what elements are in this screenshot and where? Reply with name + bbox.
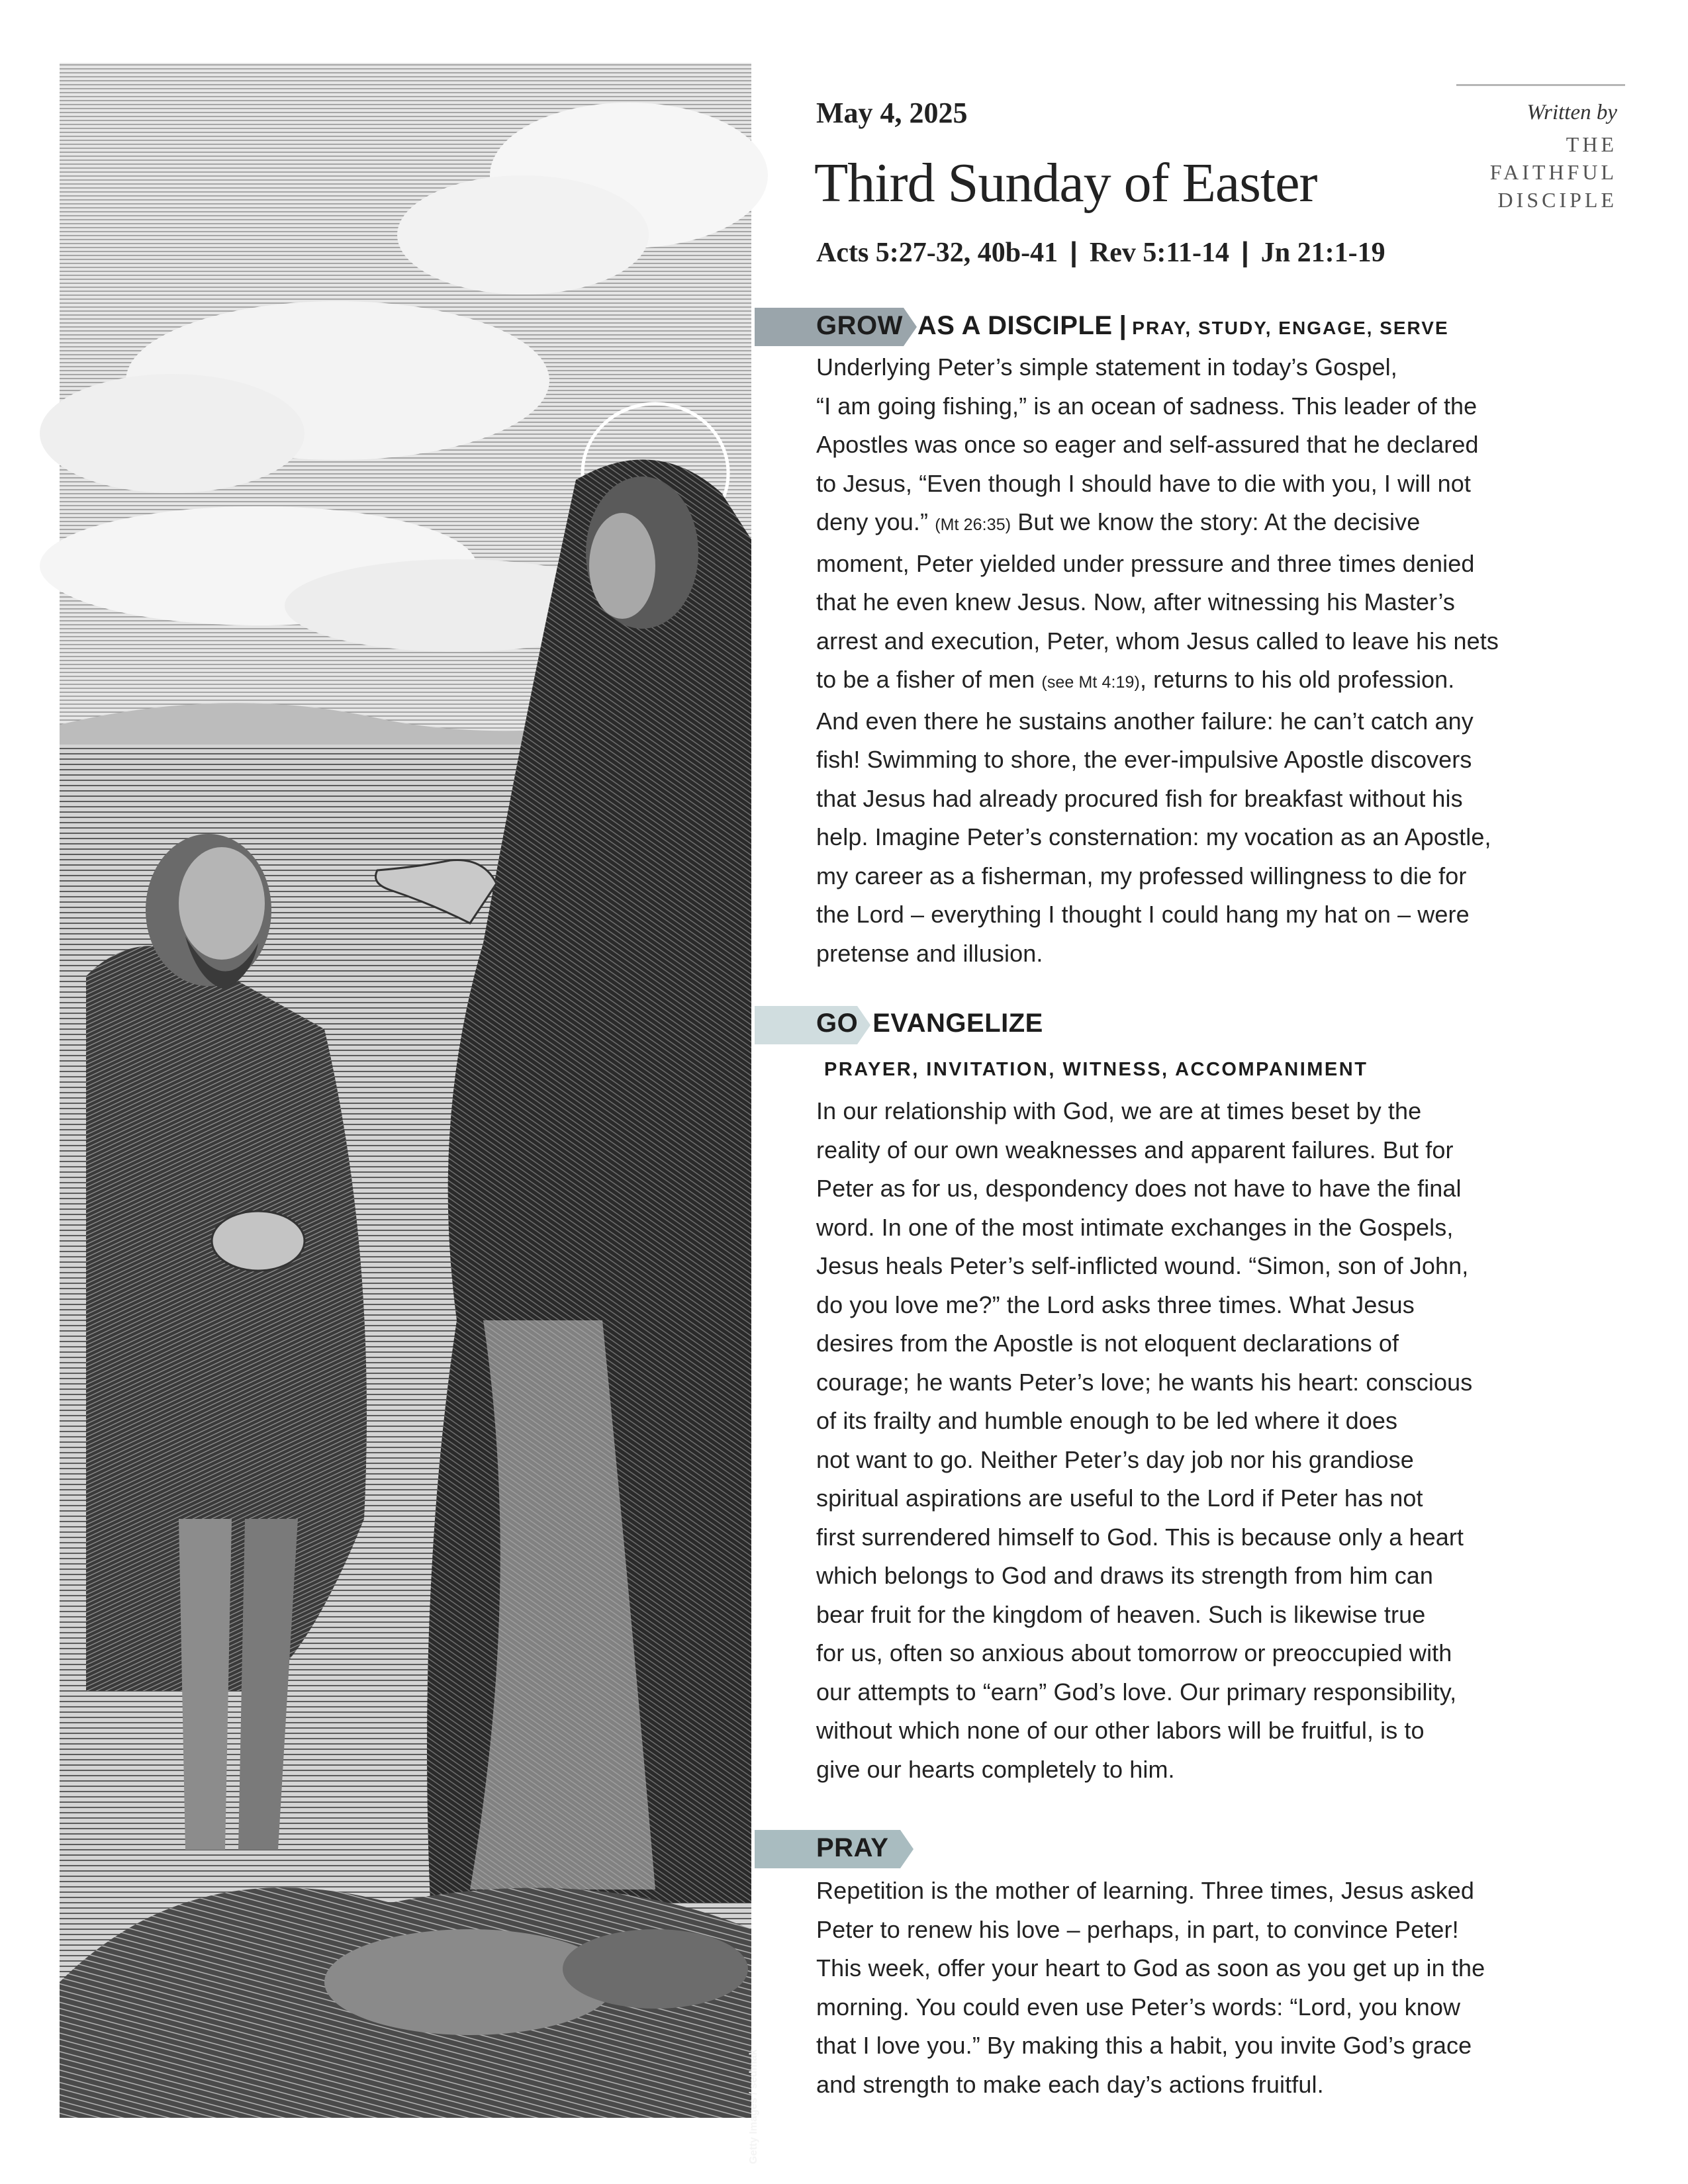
author-name-line-2: FAITHFUL bbox=[1489, 160, 1617, 184]
grow-body-line bbox=[816, 348, 1630, 387]
go-tab-label: GO bbox=[816, 1009, 859, 1038]
pray-body-line bbox=[816, 1872, 1630, 1911]
body-text-segment: And even there he sustains another failure: he can’t catch any bbox=[816, 707, 1474, 735]
grow-body-line bbox=[816, 622, 1630, 661]
body-text-segment: , returns to his old profession. bbox=[1139, 666, 1455, 693]
body-text-segment: word. In one of the most intimate exchanges in the Gospels, bbox=[816, 1213, 1454, 1241]
page-title: Third Sunday of Easter bbox=[814, 152, 1317, 214]
pray-body-line bbox=[816, 1911, 1630, 1950]
body-text-segment: that Jesus had already procured fish for breakfast without his bbox=[816, 784, 1463, 812]
body-text-segment: Apostles was once so eager and self-assured that he declared bbox=[816, 431, 1479, 458]
author-credit bbox=[1456, 101, 1617, 214]
reading-1: Acts 5:27-32, 40b-41 bbox=[816, 238, 1058, 268]
go-body-line bbox=[816, 1363, 1630, 1402]
body-text-segment: moment, Peter yielded under pressure and three times denied bbox=[816, 549, 1475, 577]
go-body-line bbox=[816, 1441, 1630, 1480]
body-text-segment: courage; he wants Peter’s love; he wants his heart: conscious bbox=[816, 1368, 1473, 1396]
go-body-line bbox=[816, 1596, 1630, 1635]
go-body-line bbox=[816, 1711, 1630, 1751]
grow-tags: PRAY, STUDY, ENGAGE, SERVE bbox=[1132, 318, 1449, 338]
body-text-segment: “I am going fishing,” is an ocean of sadness. This leader of the bbox=[816, 392, 1477, 420]
body-text-segment: the Lord – everything I thought I could hang my hat on – were bbox=[816, 901, 1470, 928]
grow-heading-divider: | bbox=[1119, 311, 1127, 340]
pray-heading bbox=[816, 1833, 888, 1863]
go-body-line bbox=[816, 1324, 1630, 1363]
reading-3: Jn 21:1-19 bbox=[1260, 238, 1385, 268]
grow-tab-label: GROW bbox=[816, 311, 903, 340]
body-text-segment: spiritual aspirations are useful to the Lord if Peter has not bbox=[816, 1484, 1423, 1512]
grow-body-line bbox=[816, 387, 1630, 426]
body-text-segment: without which none of our other labors will be fruitful, is to bbox=[816, 1717, 1425, 1744]
pray-body-text bbox=[816, 1872, 1630, 2104]
pray-tab-label: PRAY bbox=[816, 1833, 889, 1862]
issue-date: May 4, 2025 bbox=[816, 97, 968, 129]
go-body-line bbox=[816, 1092, 1630, 1131]
image-credit: Getty Images / sedmak bbox=[748, 2049, 759, 2164]
go-body-line bbox=[816, 1208, 1630, 1248]
grow-body-line bbox=[816, 934, 1630, 974]
go-body-line bbox=[816, 1286, 1630, 1325]
body-text-segment: deny you.” bbox=[816, 508, 935, 535]
body-text-segment: morning. You could even use Peter’s words: “Lord, you know bbox=[816, 1993, 1461, 2021]
body-text-segment: pretense and illusion. bbox=[816, 939, 1043, 967]
body-text-segment: This week, offer your heart to God as soon as you get up in the bbox=[816, 1954, 1485, 1981]
grow-body-line bbox=[816, 857, 1630, 896]
body-text-segment: help. Imagine Peter’s consternation: my vocation as an Apostle, bbox=[816, 823, 1491, 850]
grow-body-line bbox=[816, 818, 1630, 857]
body-text-segment: reality of our own weaknesses and apparent failures. But for bbox=[816, 1136, 1454, 1163]
body-text-segment: Peter as for us, despondency does not have to have the final bbox=[816, 1175, 1462, 1202]
pray-body-line bbox=[816, 2066, 1630, 2105]
go-body-line bbox=[816, 1751, 1630, 1790]
body-text-segment: not want to go. Neither Peter’s day job nor his grandiose bbox=[816, 1445, 1414, 1473]
body-text-segment: of its frailty and humble enough to be led where it does bbox=[816, 1407, 1398, 1434]
go-body-line bbox=[816, 1673, 1630, 1712]
body-text-segment: In our relationship with God, we are at times beset by the bbox=[816, 1097, 1422, 1124]
grow-body-line bbox=[816, 465, 1630, 504]
go-heading bbox=[816, 1009, 1043, 1038]
body-text-segment: which belongs to God and draws its strength from him can bbox=[816, 1562, 1434, 1589]
pray-body-line bbox=[816, 1988, 1630, 2027]
body-text-segment: But we know the story: At the decisive bbox=[1011, 508, 1421, 535]
body-text-segment: give our hearts completely to him. bbox=[816, 1755, 1175, 1783]
body-text-segment: first surrendered himself to God. This is because only a heart bbox=[816, 1523, 1464, 1551]
go-body-line bbox=[816, 1634, 1630, 1673]
grow-body-line bbox=[816, 545, 1630, 584]
grow-body-text bbox=[816, 348, 1630, 973]
scripture-citation: (Mt 26:35) bbox=[935, 516, 1011, 534]
body-text-segment: Peter to renew his love – perhaps, in part, to convince Peter! bbox=[816, 1915, 1459, 1943]
go-body-line bbox=[816, 1518, 1630, 1557]
body-text-segment: that I love you.” By making this a habit, you invite God’s grace bbox=[816, 2032, 1472, 2059]
body-text-segment: to be a fisher of men bbox=[816, 666, 1042, 693]
go-body-text bbox=[816, 1092, 1630, 1789]
go-body-line bbox=[816, 1402, 1630, 1441]
grow-body-line bbox=[816, 895, 1630, 934]
body-text-segment: Jesus heals Peter’s self-inflicted wound. “Simon, son of John, bbox=[816, 1252, 1469, 1279]
go-body-line bbox=[816, 1557, 1630, 1596]
go-body-line bbox=[816, 1479, 1630, 1518]
body-text-segment: do you love me?” the Lord asks three times. What Jesus bbox=[816, 1291, 1415, 1318]
body-text-segment: Repetition is the mother of learning. Three times, Jesus asked bbox=[816, 1877, 1475, 1904]
body-text-segment: desires from the Apostle is not eloquent declarations of bbox=[816, 1330, 1399, 1357]
go-body-line bbox=[816, 1131, 1630, 1170]
grow-body-line bbox=[816, 660, 1630, 702]
author-divider bbox=[1456, 84, 1625, 86]
grow-body-line bbox=[816, 583, 1630, 622]
body-text-segment: that he even knew Jesus. Now, after witnessing his Master’s bbox=[816, 588, 1456, 615]
body-text-segment: and strength to make each day’s actions fruitful. bbox=[816, 2070, 1324, 2098]
jesus-and-peter-engraving bbox=[60, 63, 759, 2164]
body-text-segment: to Jesus, “Even though I should have to die with you, I will not bbox=[816, 469, 1471, 497]
body-text-segment: for us, often so anxious about tomorrow or preoccupied with bbox=[816, 1639, 1452, 1666]
pray-body-line bbox=[816, 1949, 1630, 1988]
grow-body-line bbox=[816, 702, 1630, 741]
body-text-segment: bear fruit for the kingdom of heaven. Such is likewise true bbox=[816, 1600, 1426, 1628]
body-text-segment: fish! Swimming to shore, the ever-impulsive Apostle discovers bbox=[816, 746, 1472, 773]
go-heading-text: EVANGELIZE bbox=[872, 1009, 1043, 1038]
body-text-segment: my career as a fisherman, my professed willingness to die for bbox=[816, 862, 1467, 889]
scripture-readings: Acts 5:27-32, 40b-41 | Rev 5:11-14 | Jn 21:1-19 bbox=[816, 236, 1385, 268]
body-text-segment: our attempts to “earn” God’s love. Our primary responsibility, bbox=[816, 1678, 1457, 1706]
grow-heading bbox=[816, 311, 1449, 341]
body-text-segment: arrest and execution, Peter, whom Jesus called to leave his nets bbox=[816, 627, 1499, 655]
body-text-segment: Underlying Peter’s simple statement in today’s Gospel, bbox=[816, 353, 1397, 381]
author-name-line-1: THE bbox=[1566, 132, 1617, 156]
go-tags: PRAYER, INVITATION, WITNESS, ACCOMPANIMENT bbox=[824, 1059, 1368, 1080]
grow-heading-text: AS A DISCIPLE bbox=[917, 311, 1113, 340]
grow-body-line bbox=[816, 780, 1630, 819]
author-name-line-3: DISCIPLE bbox=[1497, 188, 1617, 212]
go-body-line bbox=[816, 1169, 1630, 1208]
engraving-illustration bbox=[60, 63, 751, 2118]
pray-body-line bbox=[816, 2026, 1630, 2066]
written-by-label: Written by bbox=[1526, 101, 1617, 124]
scripture-citation: (see Mt 4:19) bbox=[1041, 673, 1140, 692]
grow-body-line bbox=[816, 503, 1630, 545]
grow-body-line bbox=[816, 741, 1630, 780]
reading-2: Rev 5:11-14 bbox=[1089, 238, 1230, 268]
go-body-line bbox=[816, 1247, 1630, 1286]
grow-body-line bbox=[816, 426, 1630, 465]
